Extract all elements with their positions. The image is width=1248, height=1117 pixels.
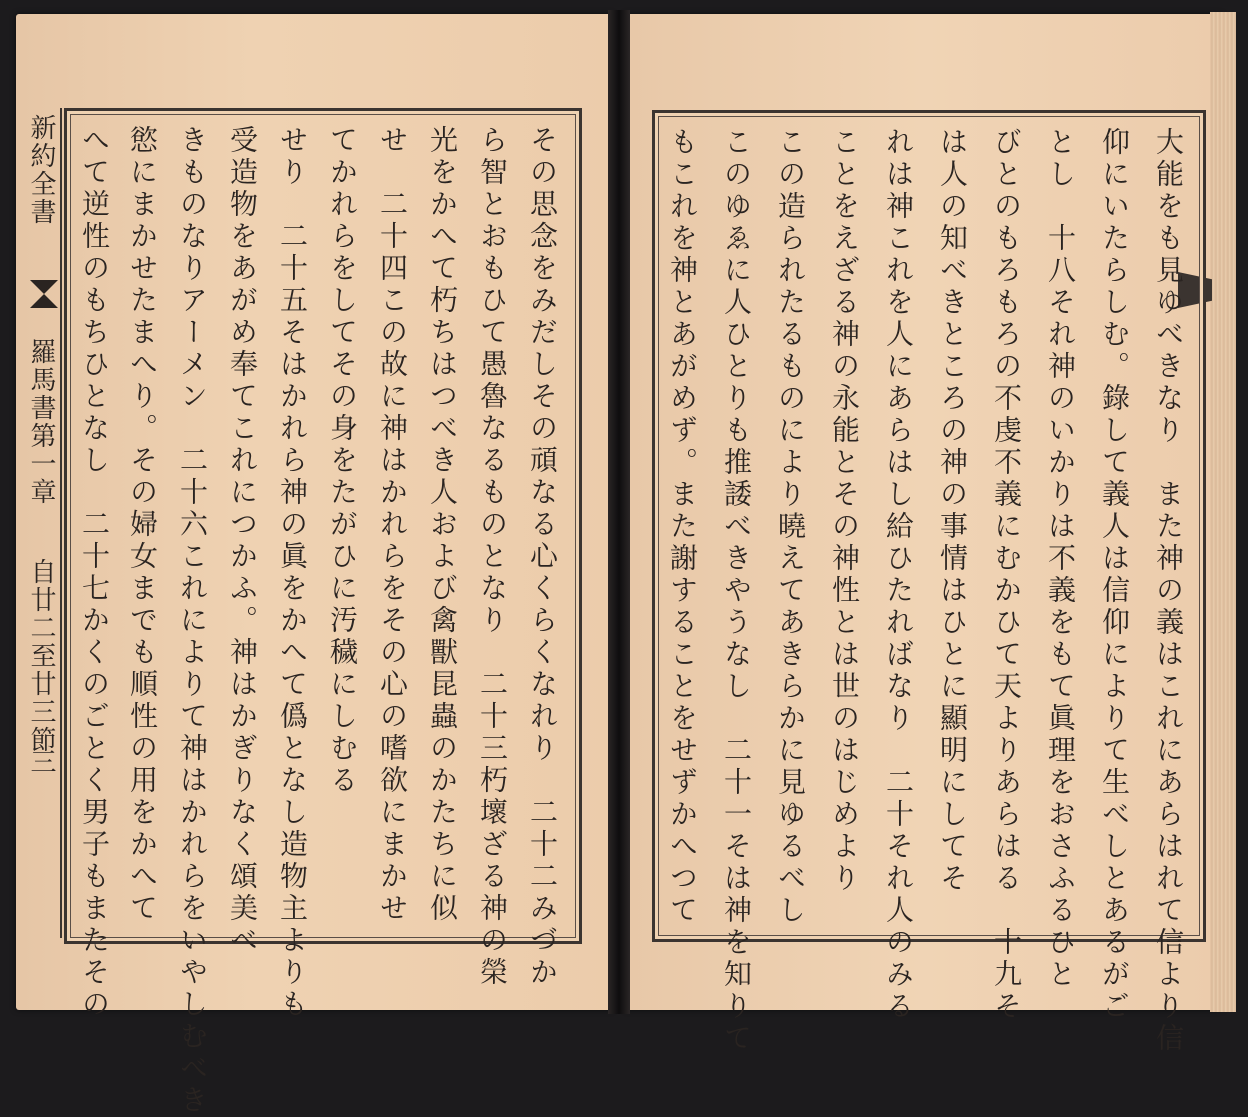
text-column: この造られたるものにより曉えてあきらかに見ゆるべし <box>774 127 807 927</box>
page-number: 三 <box>26 748 56 776</box>
text-column: てかれらをしてその身をたがひに汚穢にしむる <box>326 125 359 797</box>
text-column: 光をかへて朽ちはつべき人および禽獸昆蟲のかたちに似 <box>426 125 459 925</box>
book-title: 新約全書 <box>26 114 56 226</box>
text-column: ら智とおもひて愚魯なるものとなり 二十三朽壞ざる神の榮 <box>476 125 509 989</box>
left-text-frame <box>64 108 582 1117</box>
text-column: せ 二十四この故に神はかれらをその心の嗜欲にまかせ <box>376 125 409 925</box>
text-column: 大能をも見ゆべきなり また神の義はこれにあらはれて信より信 <box>1152 127 1185 1055</box>
text-column: その思念をみだしその頑なる心くらくなれり 二十二みづか <box>526 125 559 989</box>
text-column: へて逆性のもちひとなし 二十七かくのごとく男子もまたその <box>78 125 111 1021</box>
fish-tail-mark-bottom <box>30 294 58 308</box>
text-column: とし 十八それ神のいかりは不義をもて眞理をおさふるひと <box>1044 127 1077 991</box>
text-column: きものなりアーメン 二十六これによりて神はかれらをいやしむべき <box>176 125 209 1117</box>
book-gutter <box>608 10 630 1014</box>
page-edges <box>1210 12 1236 1012</box>
fish-tail-mark-top <box>30 280 58 294</box>
verse-range: 自廿二至廿三節 <box>26 558 56 754</box>
text-column: ことをえざる神の永能とその神性とは世のはじめより <box>828 127 861 895</box>
text-column: せり 二十五そはかれら神の眞をかへて僞となし造物主よりも <box>276 125 309 1021</box>
text-column: 受造物をあがめ奉てこれにつかふ。神はかぎりなく頌美べ <box>226 125 259 957</box>
text-column: びとのもろもろの不虔不義にむかひて天よりあらはる 十九そ <box>990 127 1023 1023</box>
text-column: れは神これを人にあらはし給ひたればなり 二十それ人のみる <box>882 127 915 1023</box>
text-column: 仰にいたらしむ。錄して義人は信仰によりて生べしとあるがご <box>1098 127 1131 1023</box>
text-column: は人の知べきところの神の事情はひとに顯明にしてそ <box>936 127 969 895</box>
right-text-frame <box>652 110 1206 1055</box>
text-column: このゆゑに人ひとりも推諉べきやうなし 二十一そは神を知りて <box>720 127 753 1055</box>
text-column: 慾にまかせたまへり。その婦女までも順性の用をかへて <box>126 125 159 925</box>
chapter-title: 羅馬書第一章 <box>26 338 56 506</box>
text-column: もこれを神とあがめず。また謝することをせずかへつて <box>666 127 699 927</box>
margin-header-strip <box>20 108 62 938</box>
